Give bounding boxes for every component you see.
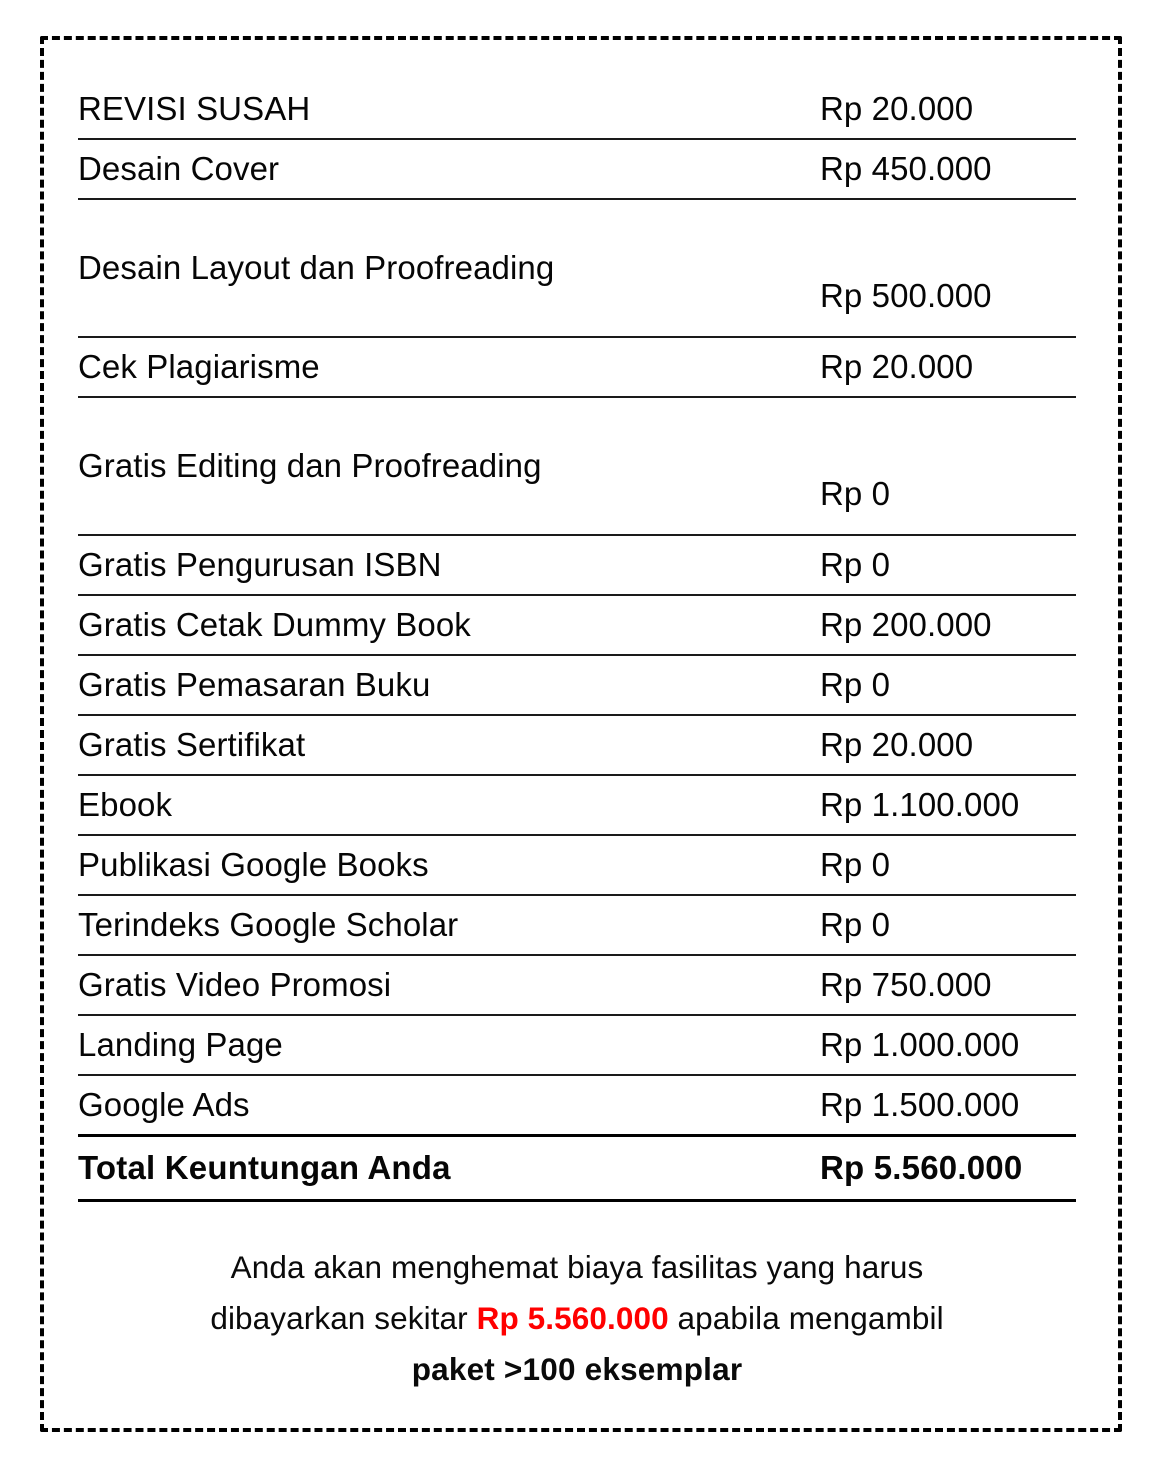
benefit-item-price: Rp 0 (820, 535, 1076, 595)
table-row (78, 80, 1076, 139)
benefit-item-label: Gratis Cetak Dummy Book (78, 595, 820, 655)
table-row (78, 835, 1076, 895)
total-label: Total Keuntungan Anda (78, 1136, 820, 1201)
table-row (78, 199, 1076, 337)
benefit-item-label: Publikasi Google Books (78, 835, 820, 895)
table-row (78, 1075, 1076, 1136)
benefit-item-label: Landing Page (78, 1015, 820, 1075)
savings-note-line-2 (102, 1293, 1052, 1344)
benefit-item-label: REVISI SUSAH (78, 80, 820, 139)
pricing-table-body (78, 80, 1076, 1201)
benefit-item-label: Desain Layout dan Proofreading (78, 199, 820, 337)
benefit-item-price: Rp 200.000 (820, 595, 1076, 655)
benefit-item-price: Rp 0 (820, 655, 1076, 715)
benefit-item-label: Gratis Editing dan Proofreading (78, 397, 820, 535)
benefit-item-price: Rp 1.100.000 (820, 775, 1076, 835)
savings-note-line-1: Anda akan menghemat biaya fasilitas yang harus (230, 1249, 924, 1285)
card-content (78, 80, 1076, 1395)
benefit-item-price: Rp 0 (820, 397, 1076, 535)
benefit-item-price: Rp 450.000 (820, 139, 1076, 199)
benefit-item-label: Gratis Pemasaran Buku (78, 655, 820, 715)
benefit-item-price: Rp 20.000 (820, 80, 1076, 139)
benefit-item-label: Desain Cover (78, 139, 820, 199)
benefit-item-label: Gratis Sertifikat (78, 715, 820, 775)
benefit-item-label: Cek Plagiarisme (78, 337, 820, 397)
package-label: paket >100 eksemplar (411, 1351, 743, 1388)
total-value: Rp 5.560.000 (820, 1136, 1076, 1201)
benefit-item-label: Gratis Video Promosi (78, 955, 820, 1015)
table-row (78, 775, 1076, 835)
benefit-item-price: Rp 1.500.000 (820, 1075, 1076, 1136)
benefit-pricing-table (78, 80, 1076, 1202)
benefit-item-price: Rp 1.000.000 (820, 1015, 1076, 1075)
benefit-item-label: Google Ads (78, 1075, 820, 1136)
benefit-item-price: Rp 0 (820, 895, 1076, 955)
benefit-item-label: Gratis Pengurusan ISBN (78, 535, 820, 595)
savings-note (78, 1242, 1076, 1395)
table-row (78, 139, 1076, 199)
table-row (78, 397, 1076, 535)
table-row (78, 655, 1076, 715)
table-row (78, 595, 1076, 655)
benefit-item-price: Rp 0 (820, 835, 1076, 895)
table-row-total (78, 1136, 1076, 1201)
table-row (78, 1015, 1076, 1075)
savings-amount: Rp 5.560.000 (476, 1300, 669, 1337)
savings-note-suffix: apabila mengambil (668, 1300, 944, 1337)
table-row (78, 337, 1076, 397)
benefit-item-price: Rp 500.000 (820, 199, 1076, 337)
benefit-item-price: Rp 20.000 (820, 715, 1076, 775)
benefit-item-price: Rp 20.000 (820, 337, 1076, 397)
table-row (78, 715, 1076, 775)
benefit-item-price: Rp 750.000 (820, 955, 1076, 1015)
table-row (78, 955, 1076, 1015)
savings-note-prefix: dibayarkan sekitar (210, 1300, 477, 1337)
benefit-item-label: Ebook (78, 775, 820, 835)
table-row (78, 895, 1076, 955)
table-row (78, 535, 1076, 595)
benefit-item-label: Terindeks Google Scholar (78, 895, 820, 955)
